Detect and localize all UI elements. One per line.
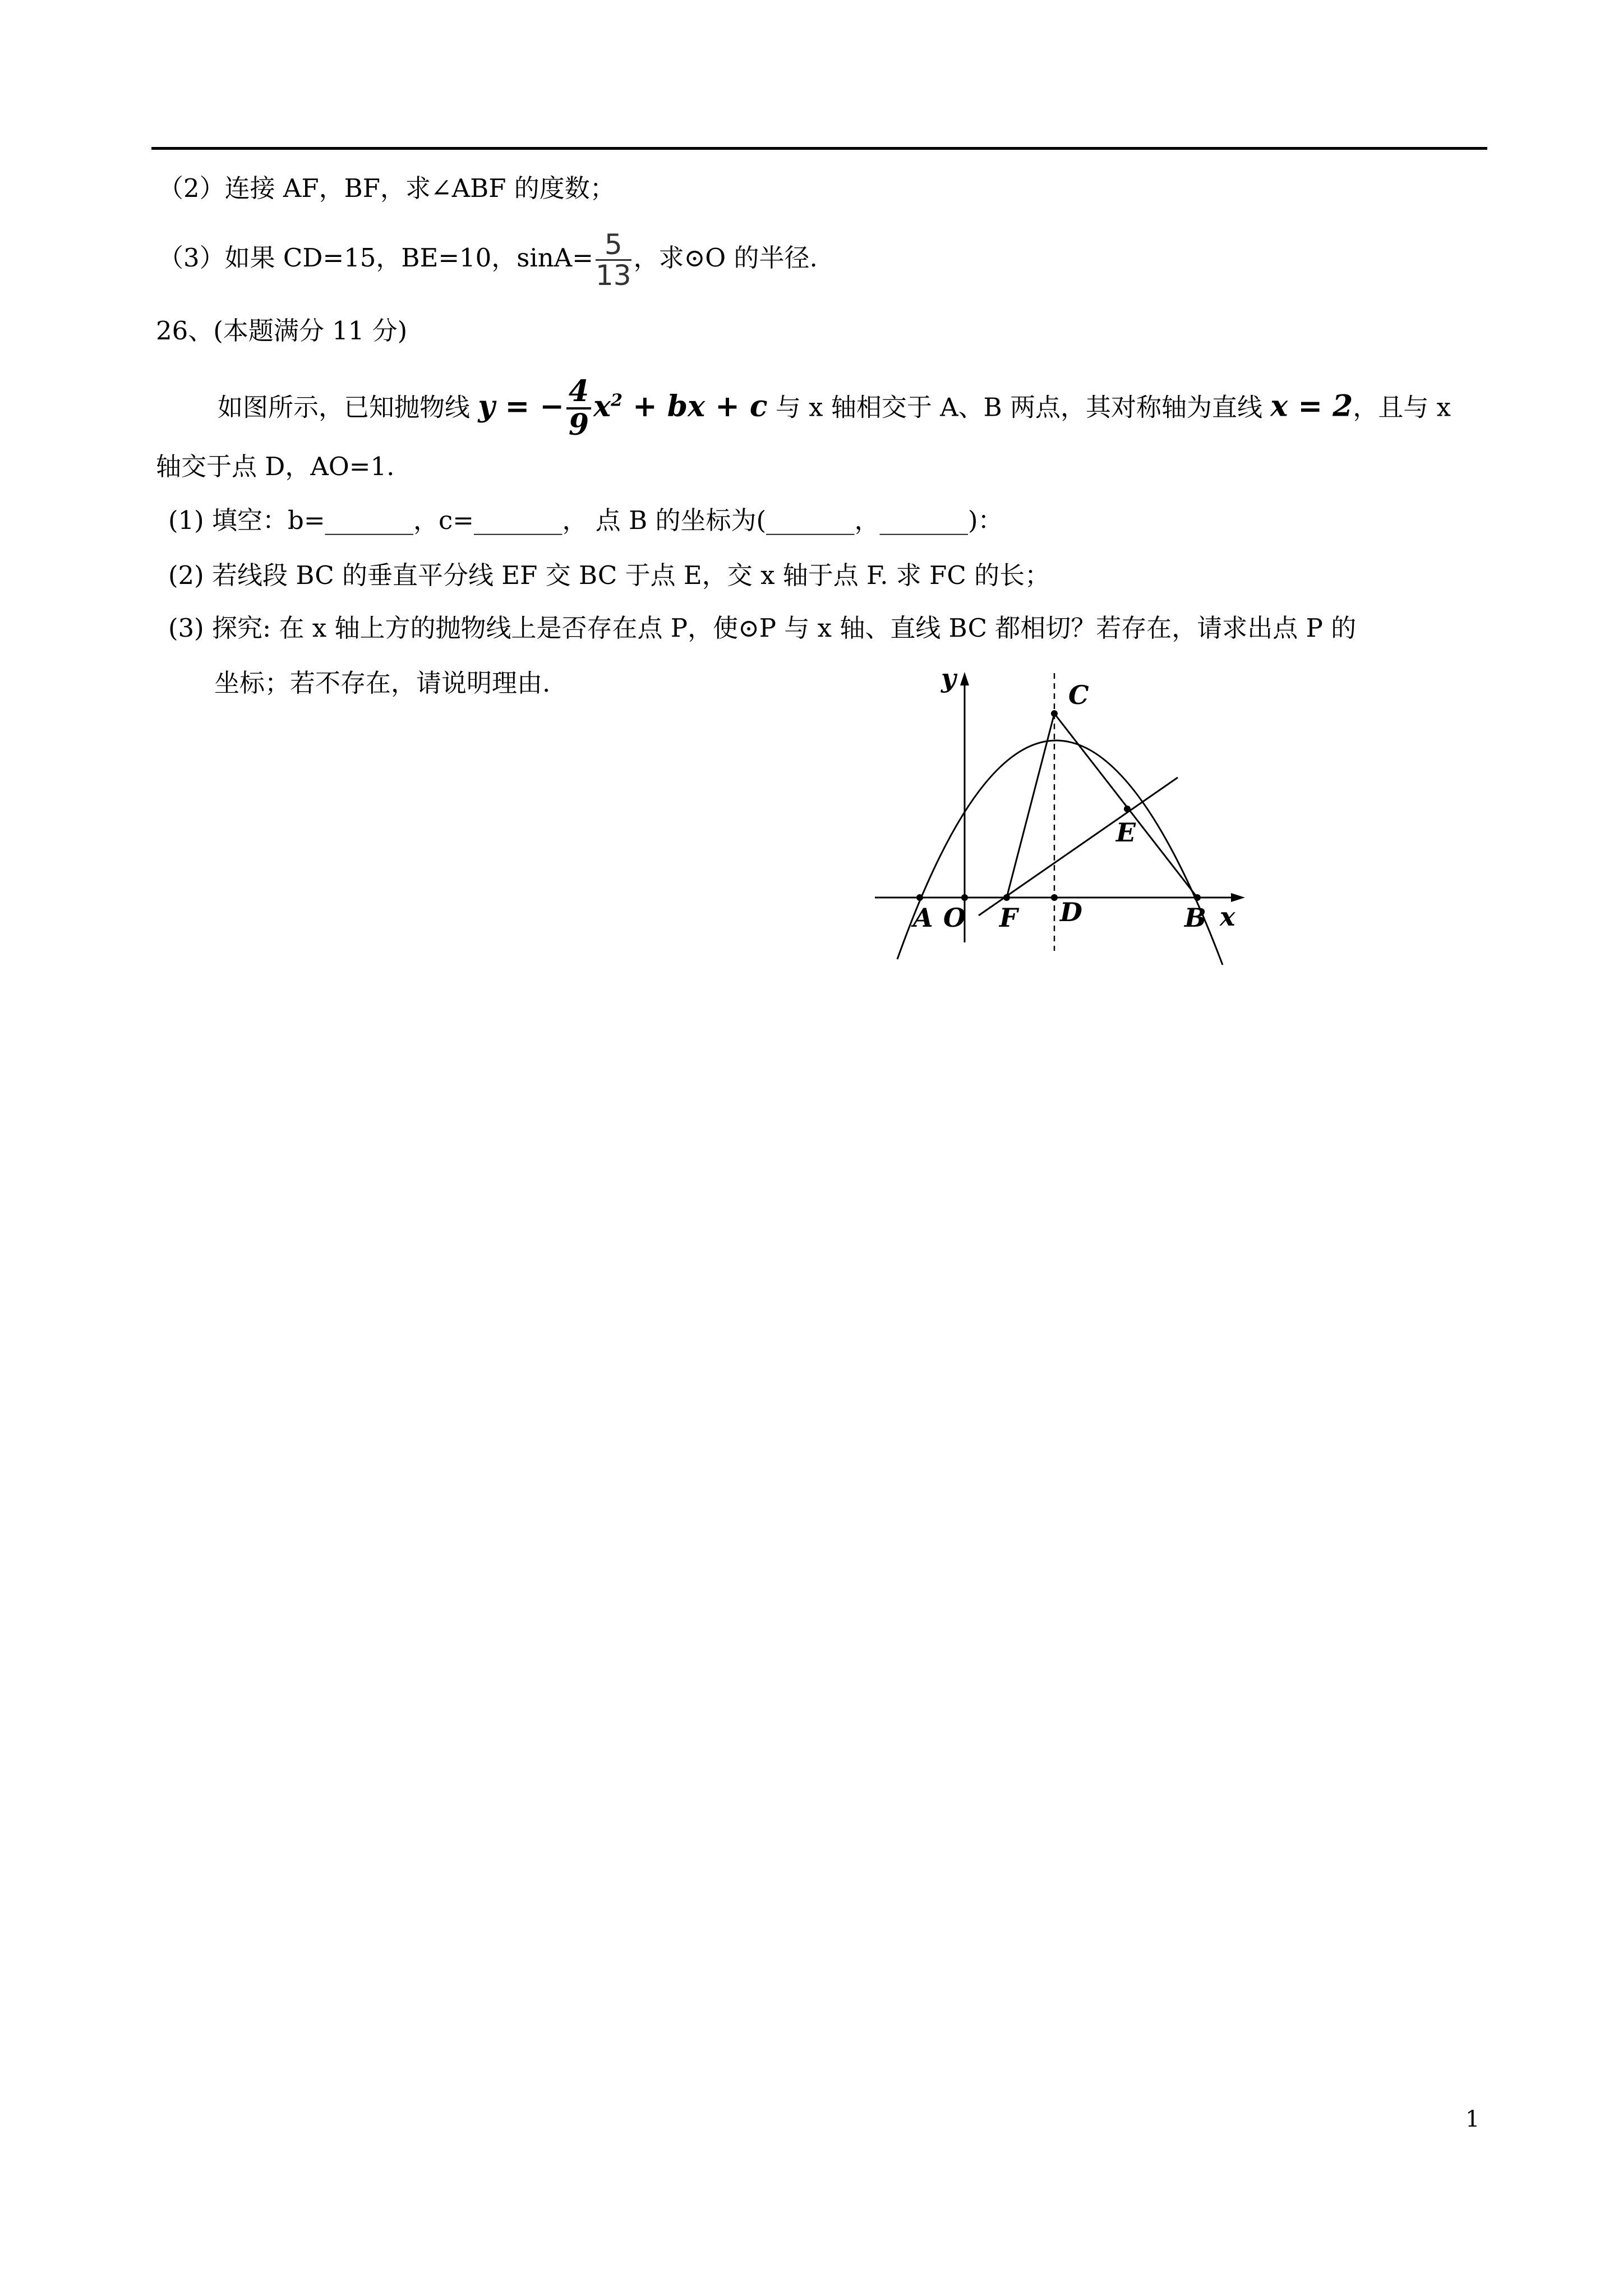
- q25-part2: （2）连接 AF，BF，求∠ABF 的度数；: [158, 173, 615, 203]
- point-C: [1051, 710, 1058, 717]
- label-C: C: [1068, 680, 1089, 710]
- q26-part3-line2: 坐标；若不存在，请说明理由.: [214, 668, 551, 698]
- header-rule: [151, 147, 1487, 150]
- point-D: [1051, 894, 1058, 901]
- point-F: [1003, 894, 1010, 901]
- q26-part3-line1: (3) 探究: 在 x 轴上方的抛物线上是否存在点 P，使⊙P 与 x 轴、直线 BC 都相切？若存在，请求出点 P 的: [168, 613, 1357, 643]
- page-number: 1: [1465, 2106, 1480, 2132]
- segment-FC: [1007, 714, 1054, 898]
- q26-intro-line2: 轴交于点 D，AO=1.: [156, 452, 395, 481]
- x-axis-arrow: [1231, 893, 1245, 902]
- label-y: y: [941, 663, 956, 693]
- label-B: B: [1184, 903, 1206, 933]
- axis-equation: x = 2: [1270, 389, 1353, 424]
- parabola-equation: y = − $\frac{4}{9}$ $x^2$ + bx + c: [478, 374, 768, 442]
- q26-part2: (2) 若线段 BC 的垂直平分线 EF 交 BC 于点 E，交 x 轴于点 F. 求 FC 的长；: [168, 560, 1050, 590]
- fraction-5-13: $\frac{5}{13}$: [595, 228, 631, 292]
- label-F: F: [999, 903, 1018, 933]
- q26-part1: (1) 填空：b=_______，c=_______， 点 B 的坐标为(_______，_______)：: [168, 505, 1003, 535]
- label-E: E: [1116, 817, 1136, 848]
- point-E: [1124, 806, 1131, 812]
- parabola-figure: [864, 662, 1256, 976]
- label-A: A: [913, 903, 933, 933]
- q26-intro: 如图所示，已知抛物线 y = − $\frac{4}{9}$ $x^2$ + bx + c 与 x 轴相交于 A、B 两点，其对称轴为直线 x = 2，且与 x: [218, 374, 1451, 442]
- label-x: x: [1220, 901, 1235, 932]
- q25-part3: （3）如果 CD=15，BE=10，sinA= $\frac{5}{13}$ ，求⊙O 的半径.: [158, 228, 818, 292]
- label-D: D: [1060, 897, 1082, 927]
- point-B: [1194, 894, 1201, 901]
- q26-header: 26、(本题满分 11 分): [156, 316, 408, 346]
- label-O: O: [943, 903, 966, 933]
- segment-CB: [1054, 714, 1197, 898]
- point-A: [916, 894, 923, 901]
- y-axis-arrow: [960, 672, 969, 685]
- point-O: [961, 894, 968, 901]
